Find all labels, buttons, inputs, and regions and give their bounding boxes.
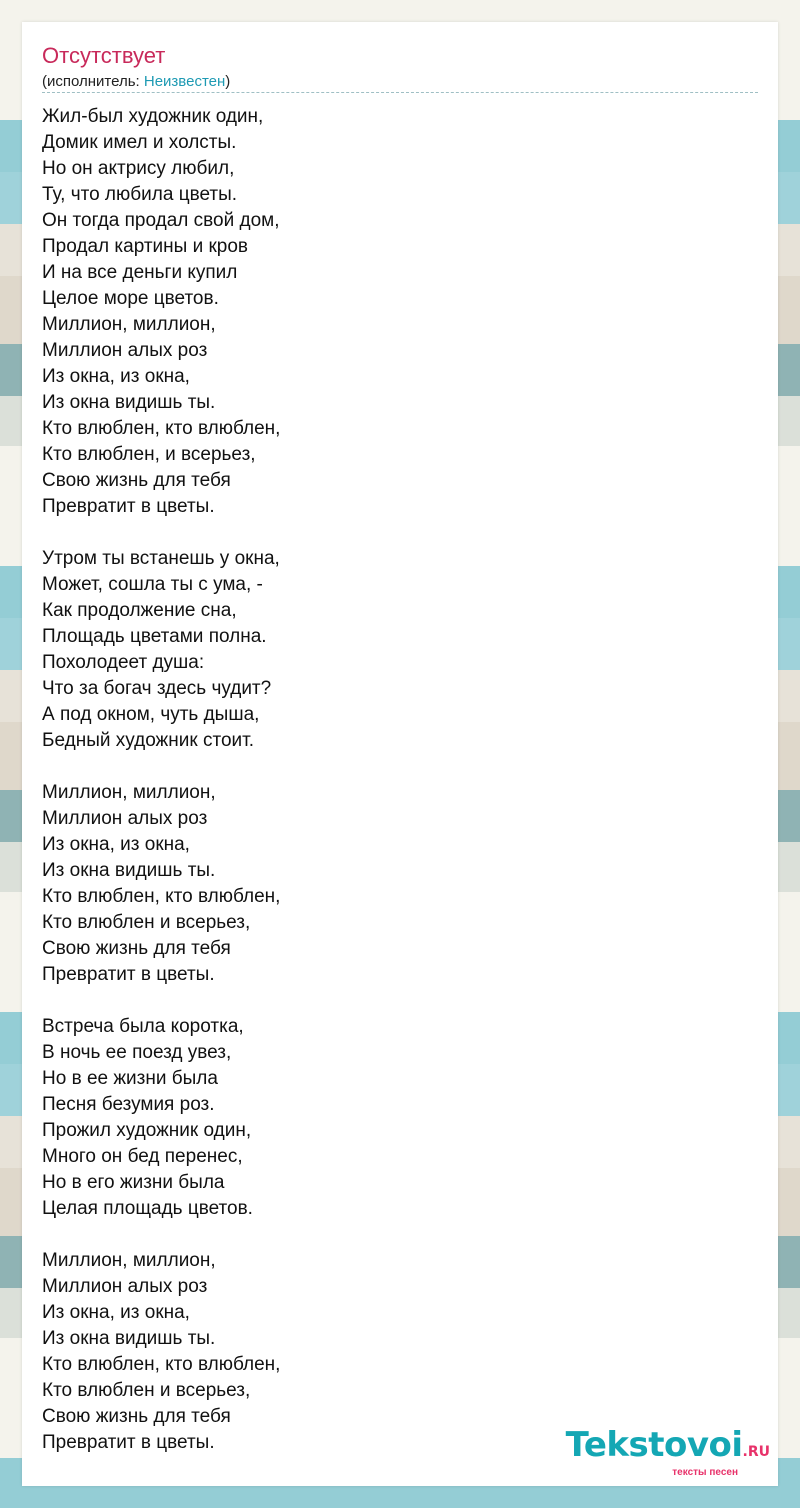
lyrics-line: Миллион алых роз (42, 340, 208, 361)
lyrics-line: Целое море цветов. (42, 288, 219, 309)
logo-main-text: Tekstovoi (565, 1425, 743, 1465)
lyrics-line: Площадь цветами полна. (42, 626, 267, 647)
lyrics-card (22, 22, 778, 1486)
song-title: Отсутствует (42, 43, 166, 68)
lyrics-line: Продал картины и кров (42, 236, 249, 257)
lyrics-line: Домик имел и холсты. (42, 132, 237, 153)
lyrics-stanza (42, 546, 742, 754)
lyrics-line: Он тогда продал свой дом, (42, 210, 280, 231)
site-logo[interactable] (565, 1425, 770, 1478)
lyrics-line: Кто влюблен, и всерьез, (42, 444, 256, 465)
logo-wordmark (565, 1425, 770, 1469)
lyrics-line: Много он бед перенес, (42, 1146, 243, 1167)
lyrics-line: Из окна, из окна, (42, 1302, 190, 1323)
lyrics-line: Может, сошла ты с ума, - (42, 574, 263, 595)
artist-line (42, 72, 230, 92)
divider (42, 92, 758, 93)
lyrics-line: И на все деньги купил (42, 262, 238, 283)
lyrics-line: Кто влюблен, кто влюблен, (42, 886, 281, 907)
lyrics-line: Жил-был художник один, (42, 106, 264, 127)
lyrics-line: Но он актрису любил, (42, 158, 235, 179)
lyrics-line: Из окна видишь ты. (42, 392, 216, 413)
lyrics-line: Превратит в цветы. (42, 496, 215, 517)
lyrics-line: Но в ее жизни была (42, 1068, 218, 1089)
lyrics-line: Миллион, миллион, (42, 782, 216, 803)
logo-tld: .RU (742, 1444, 770, 1460)
lyrics-line: Встреча была коротка, (42, 1016, 244, 1037)
lyrics-line: Бедный художник стоит. (42, 730, 255, 751)
lyrics-line: Миллион алых роз (42, 808, 208, 829)
lyrics-line: Свою жизнь для тебя (42, 938, 231, 959)
lyrics-stanza (42, 1014, 742, 1222)
lyrics-body (42, 104, 742, 1482)
lyrics-line: Кто влюблен и всерьез, (42, 912, 251, 933)
lyrics-line: А под окном, чуть дыша, (42, 704, 260, 725)
lyrics-line: Как продолжение сна, (42, 600, 237, 621)
lyrics-line: Миллион, миллион, (42, 314, 216, 335)
lyrics-line: Похолодеет душа: (42, 652, 205, 673)
lyrics-line: Превратит в цветы. (42, 964, 215, 985)
lyrics-line: Прожил художник один, (42, 1120, 252, 1141)
lyrics-line: Кто влюблен, кто влюблен, (42, 1354, 281, 1375)
logo-subtitle: тексты песен (672, 1467, 738, 1478)
lyrics-line: Из окна видишь ты. (42, 1328, 216, 1349)
lyrics-line: Кто влюблен, кто влюблен, (42, 418, 281, 439)
lyrics-stanza (42, 780, 742, 988)
lyrics-line: В ночь ее поезд увез, (42, 1042, 232, 1063)
lyrics-line: Свою жизнь для тебя (42, 1406, 231, 1427)
lyrics-line: Что за богач здесь чудит? (42, 678, 272, 699)
lyrics-line: Миллион, миллион, (42, 1250, 216, 1271)
lyrics-line: Ту, что любила цветы. (42, 184, 238, 205)
lyrics-line: Из окна, из окна, (42, 834, 190, 855)
lyrics-line: Кто влюблен и всерьез, (42, 1380, 251, 1401)
lyrics-line: Из окна, из окна, (42, 366, 190, 387)
lyrics-line: Превратит в цветы. (42, 1432, 215, 1453)
lyrics-stanza (42, 104, 742, 520)
lyrics-line: Но в его жизни была (42, 1172, 225, 1193)
lyrics-line: Целая площадь цветов. (42, 1198, 253, 1219)
artist-link[interactable]: Неизвестен (143, 73, 226, 90)
lyrics-line: Утром ты встанешь у окна, (42, 548, 280, 569)
artist-suffix: ) (225, 73, 231, 90)
lyrics-line: Песня безумия роз. (42, 1094, 215, 1115)
lyrics-line: Миллион алых роз (42, 1276, 208, 1297)
artist-prefix: (исполнитель: (42, 73, 144, 90)
lyrics-line: Из окна видишь ты. (42, 860, 216, 881)
lyrics-line: Свою жизнь для тебя (42, 470, 231, 491)
